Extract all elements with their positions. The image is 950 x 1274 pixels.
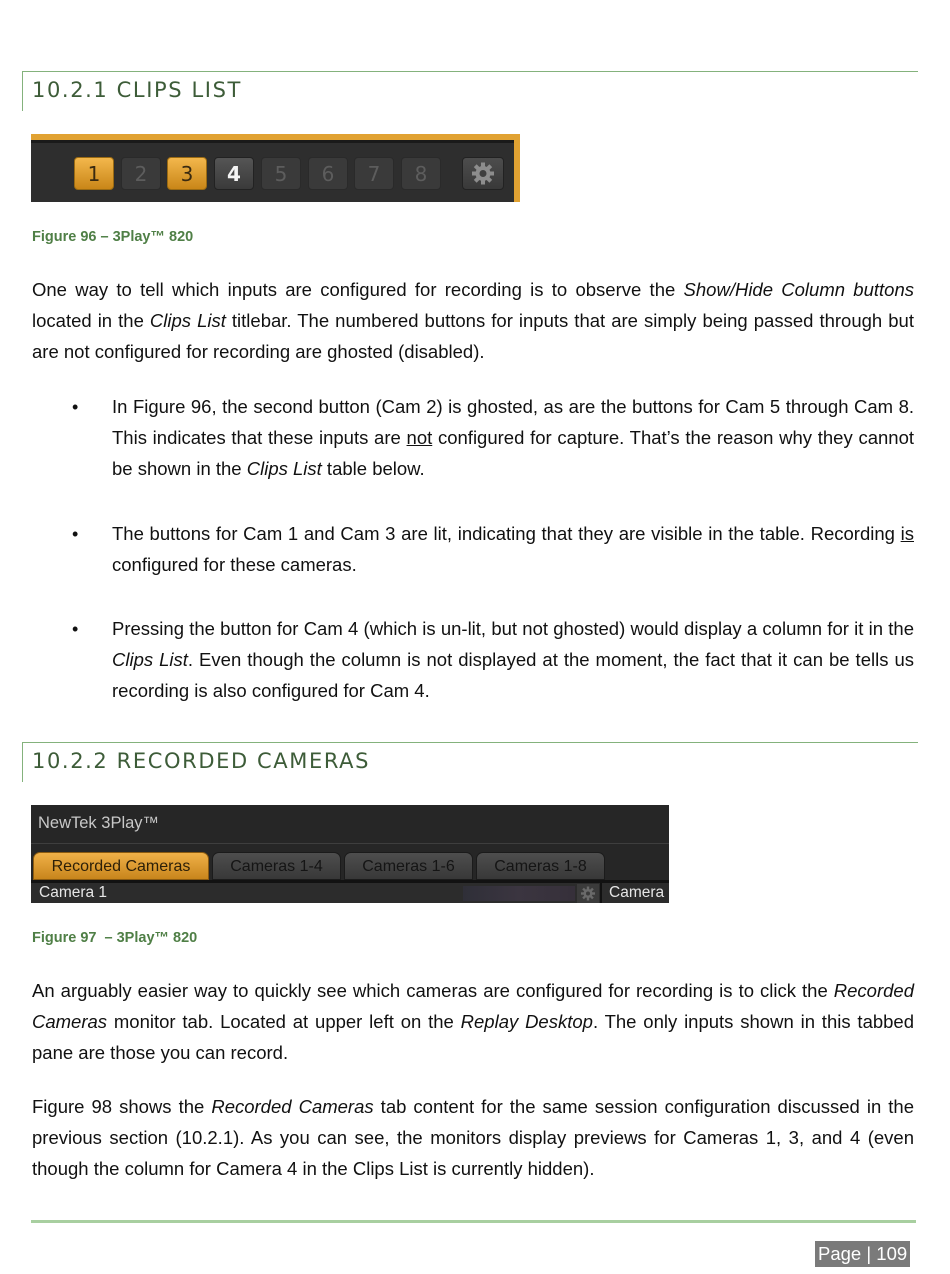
section-rule-top (22, 71, 918, 72)
show-hide-cam-4-button[interactable]: 4 (214, 157, 254, 190)
figure-97-app-window (31, 805, 669, 903)
settings-button[interactable] (462, 157, 504, 190)
tab-recorded-cameras[interactable]: Recorded Cameras (33, 852, 209, 880)
show-hide-cam-5-button: 5 (261, 157, 301, 190)
bullet-marker: • (72, 397, 79, 417)
page-number: Page | 109 (815, 1241, 910, 1267)
monitor-settings-button[interactable] (577, 884, 599, 903)
show-hide-cam-2-button: 2 (121, 157, 161, 190)
show-hide-cam-7-button: 7 (354, 157, 394, 190)
figure-96-caption: Figure 96 – 3Play™ 820 (32, 229, 194, 245)
bullet-item-ghosted: In Figure 96, the second button (Cam 2) is ghosted, as are the buttons for Cam 5 through Cam 8. This indicates that these inputs are not configured for capture. That’s the reason why they cannot be shown in the Clips List table below. (112, 396, 914, 479)
tab-cameras-1-6[interactable]: Cameras 1-6 (344, 852, 473, 880)
bullet-marker: • (72, 524, 79, 544)
bullet-item-lit: The buttons for Cam 1 and Cam 3 are lit, indicating that they are visible in the table. Recording is configured for these cameras. (112, 523, 914, 575)
gear-icon (463, 158, 503, 189)
monitor-label-camera-next: Camera (609, 884, 665, 901)
monitor-label-camera-1: Camera 1 (39, 884, 108, 901)
tab-cameras-1-4[interactable]: Cameras 1-4 (212, 852, 341, 880)
app-title: NewTek 3Play™ (38, 814, 160, 832)
section-heading-clips-list: 10.2.1 CLIPS LIST (32, 78, 242, 102)
section-heading-recorded-cameras: 10.2.2 RECORDED CAMERAS (32, 749, 371, 773)
figure-96-clips-list-toolbar (31, 134, 520, 202)
bullet-marker: • (72, 619, 79, 639)
section-rule-left (22, 71, 23, 111)
tab-cameras-1-8[interactable]: Cameras 1-8 (476, 852, 605, 880)
figure-97-caption: Figure 97 – 3Play™ 820 (32, 930, 198, 946)
show-hide-cam-8-button: 8 (401, 157, 441, 190)
gear-icon (577, 884, 599, 903)
audio-meter (463, 886, 575, 901)
paragraph-show-hide-buttons: One way to tell which inputs are configured for recording is to observe the Show/Hide Column buttons located in the Clips List titlebar. The numbered buttons for inputs that are simply being passed through but are not configured for recording are ghosted (disabled). (32, 279, 914, 362)
bullet-item-unlit: Pressing the button for Cam 4 (which is un-lit, but not ghosted) would display a column for it in the Clips List. Even though the column is not displayed at the moment, the fact that it can be tells us recording is also configured for Cam 4. (112, 618, 914, 701)
show-hide-cam-3-button[interactable]: 3 (167, 157, 207, 190)
footer-rule (31, 1220, 916, 1223)
show-hide-cam-1-button[interactable]: 1 (74, 157, 114, 190)
paragraph-recorded-cameras-tab: An arguably easier way to quickly see which cameras are configured for recording is to click the Recorded Cameras monitor tab. Located at upper left on the Replay Desktop. The only inputs shown in this tabbed pane are those you can record. (32, 980, 915, 1063)
show-hide-cam-6-button: 6 (308, 157, 348, 190)
paragraph-figure-98: Figure 98 shows the Recorded Cameras tab content for the same session configuration discussed in the previous section (10.2.1). As you can see, the monitors display previews for Cameras 1, 3, and 4 (even though the column for Camera 4 in the Clips List is currently hidden). (32, 1096, 915, 1179)
section-rule-top (22, 742, 918, 743)
section-rule-left (22, 742, 23, 782)
